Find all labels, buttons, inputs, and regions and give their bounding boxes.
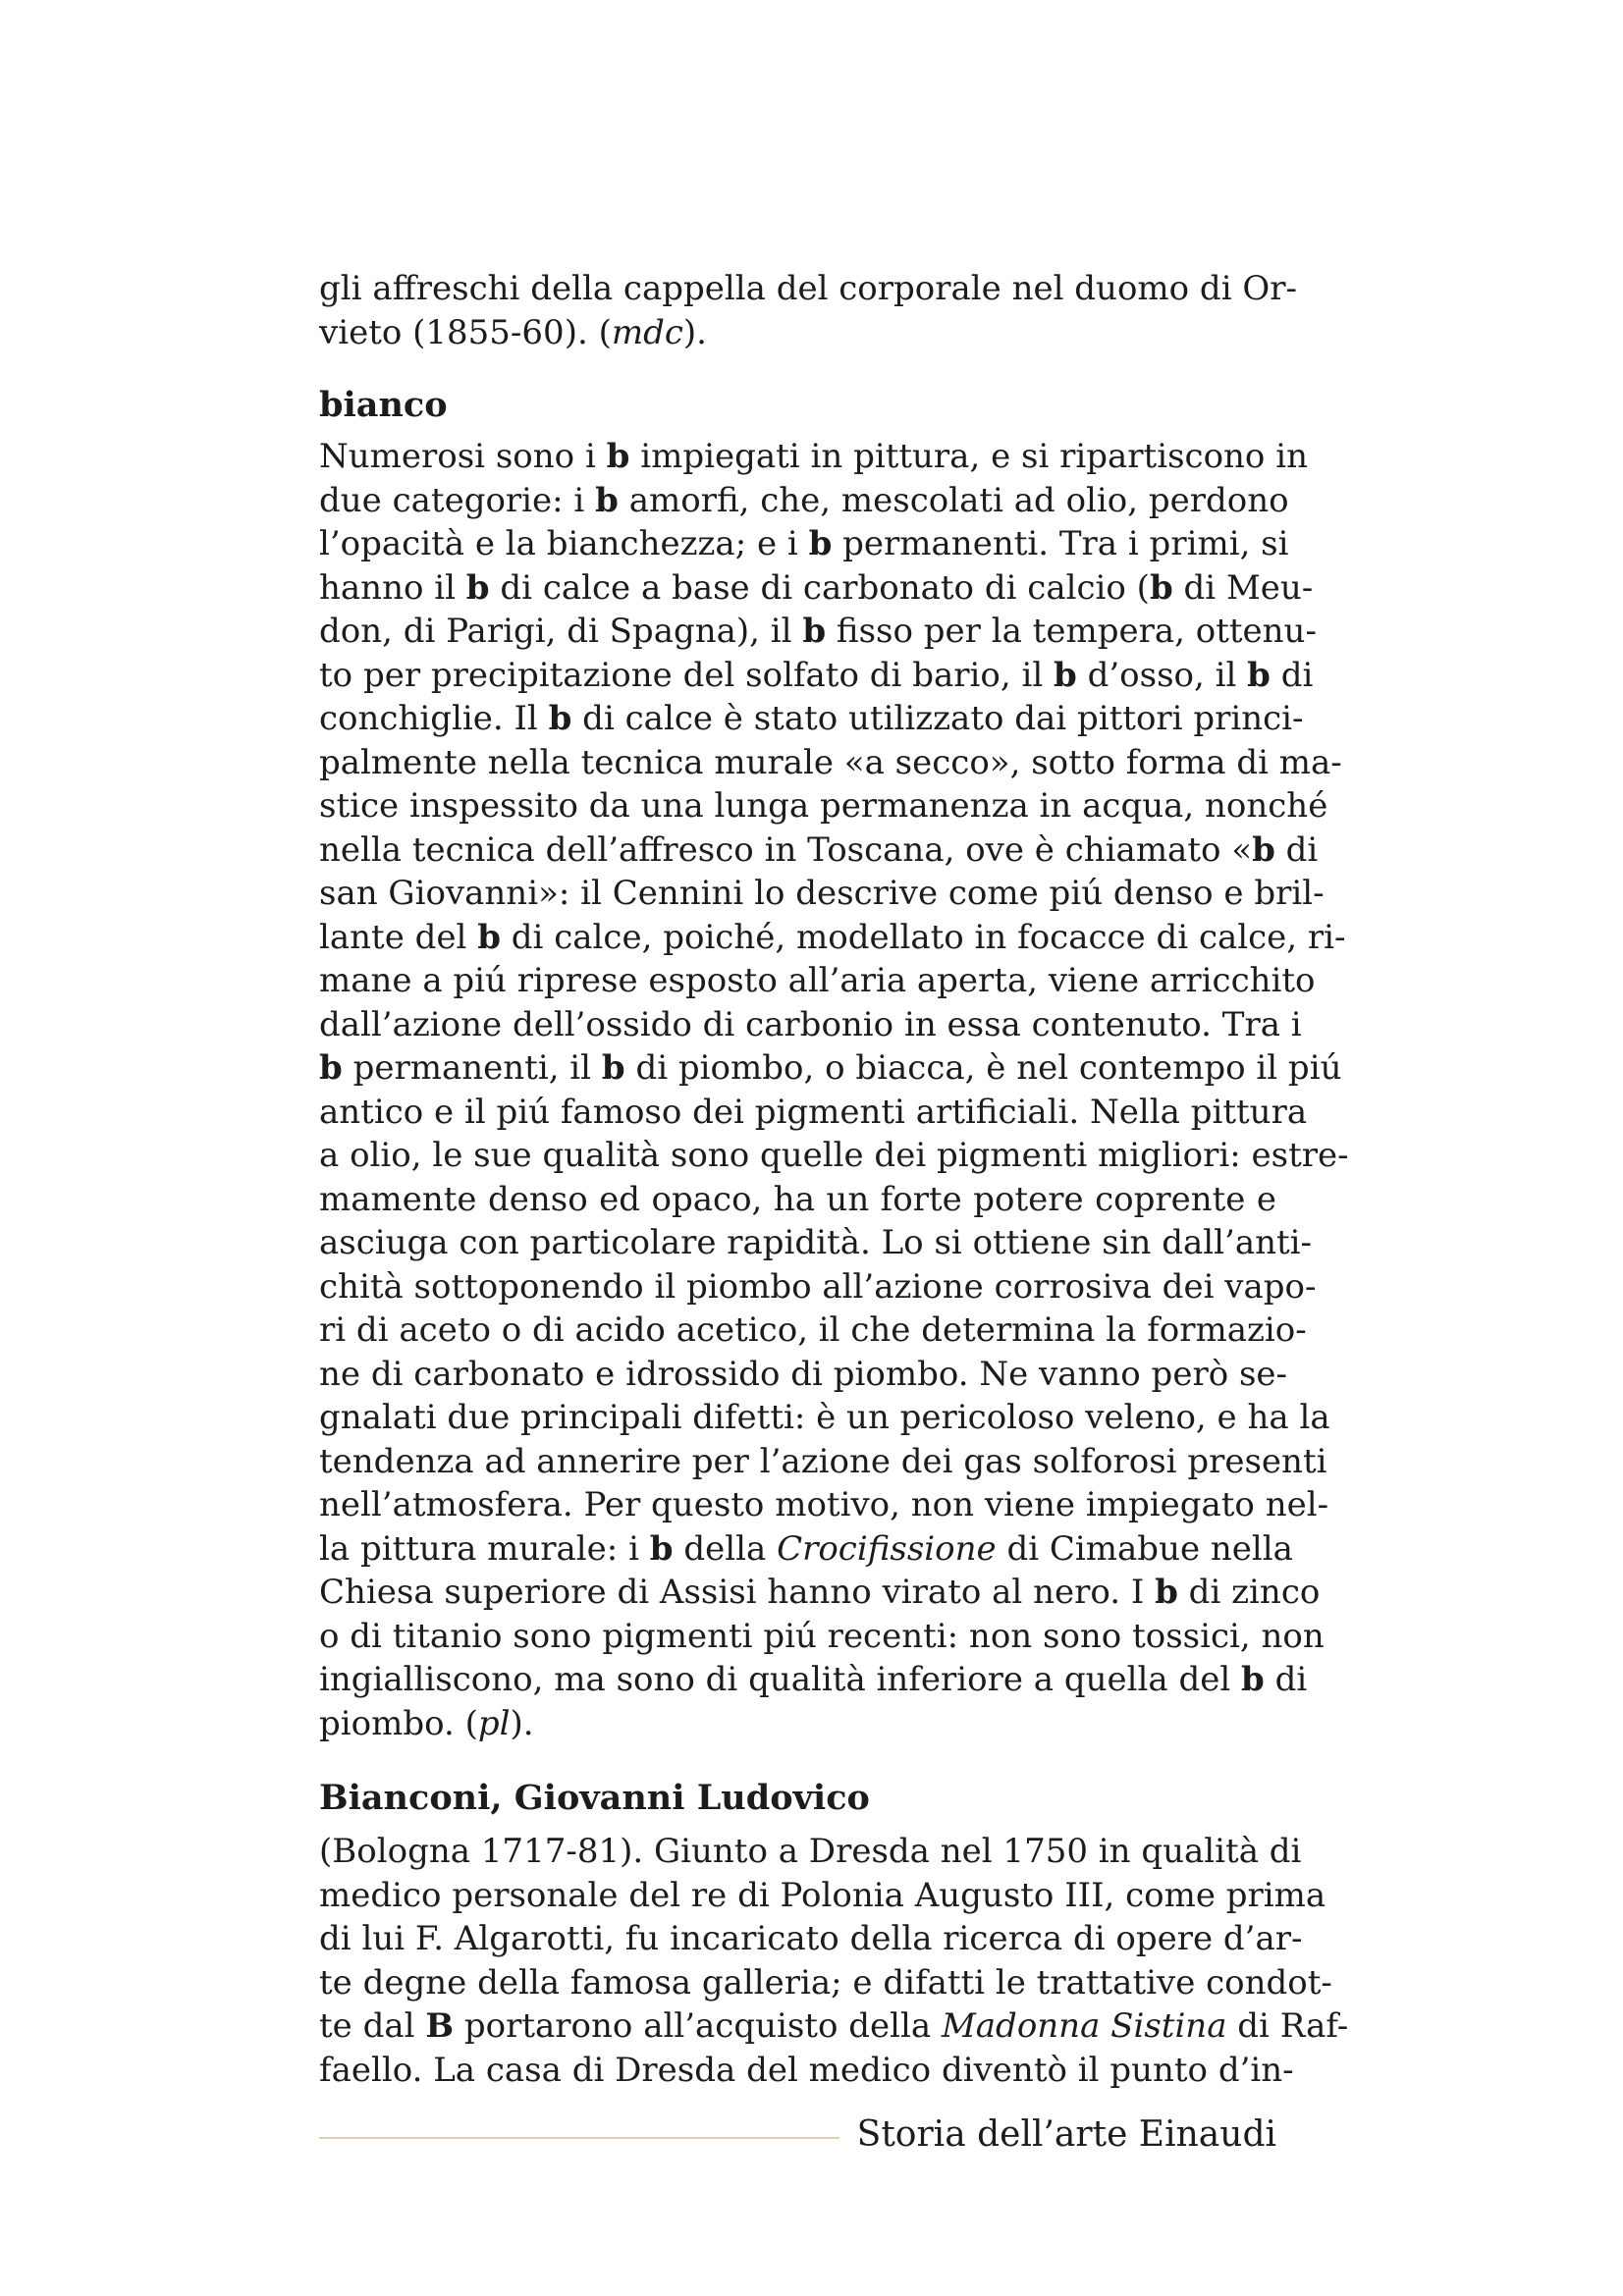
text-line: vieto (1855-60). (mdc). — [319, 312, 707, 352]
footer-divider — [319, 2137, 839, 2139]
text-line: di lui F. Algarotti, fu incaricato della ricerca di opere d’ar- — [319, 1919, 1303, 1958]
text-line: due categorie: i b amorfi, che, mescolati ad olio, perdono — [319, 480, 1289, 520]
text-line: a olio, le sue qualità sono quelle dei pigmenti migliori: estre- — [319, 1136, 1349, 1175]
text-line: stice inspessito da una lunga permanenza in acqua, nonché — [319, 786, 1328, 826]
author-initials: mdc — [611, 312, 683, 352]
text-line: medico personale del re di Polonia Augusto III, come prima — [319, 1875, 1326, 1915]
text-line: hanno il b di calce a base di carbonato di calcio (b di Meu- — [319, 567, 1314, 608]
text-line: o di titanio sono pigmenti piú recenti: non sono tossici, non — [319, 1616, 1325, 1656]
text-line: san Giovanni»: il Cennini lo descrive come piú denso e bril- — [319, 874, 1325, 913]
text-line: (Bologna 1717-81). Giunto a Dresda nel 1750 in qualità di — [319, 1832, 1302, 1871]
text-line: lante del b di calce, poiché, modellato in focacce di calce, ri- — [319, 917, 1346, 957]
page-body — [319, 267, 1349, 2092]
page-footer — [319, 2110, 1276, 2160]
text-line: ne di carbonato e idrossido di piombo. Ne vanno però se- — [319, 1354, 1288, 1394]
text-line: piombo. (pl). — [319, 1703, 534, 1743]
text-line: Numerosi sono i b impiegati in pittura, e si ripartiscono in — [319, 437, 1308, 476]
text-line: te degne della famosa galleria; e difatti le trattative condot- — [319, 1962, 1332, 2002]
text-line: to per precipitazione del solfato di bario, il b d’osso, il b di — [319, 655, 1314, 695]
text-line: nella tecnica dell’affresco in Toscana, ove è chiamato «b di — [319, 829, 1319, 870]
text-line: mane a piú riprese esposto all’aria aperta, viene arricchito — [319, 961, 1316, 1000]
text-line: ri di aceto o di acido acetico, il che determina la formazio- — [319, 1310, 1307, 1350]
text-line: gnalati due principali difetti: è un pericoloso veleno, e ha la — [319, 1398, 1330, 1437]
entry-headword: Bianconi, Giovanni Ludovico — [319, 1778, 870, 1818]
text-line: nell’atmosfera. Per questo motivo, non viene impiegato nel- — [319, 1485, 1329, 1524]
text-line: b permanenti, il b di piombo, o biacca, è nel contempo il piú — [319, 1048, 1342, 1088]
text-line: mamente denso ed opaco, ha un forte potere coprente e — [319, 1179, 1276, 1219]
entry-body — [319, 1830, 1349, 2092]
text-line: asciuga con particolare rapidità. Lo si ottiene sin dall’anti- — [319, 1223, 1313, 1262]
text-line: l’opacità e la bianchezza; e i b permanenti. Tra i primi, si — [319, 524, 1289, 563]
text-line: chità sottoponendo il piombo all’azione corrosiva dei vapo- — [319, 1266, 1317, 1307]
text-line: ingialliscono, ma sono di qualità inferiore a quella del b di — [319, 1660, 1308, 1699]
intro-paragraph — [319, 267, 1297, 354]
text-line: tendenza ad annerire per l’azione dei gas solforosi presenti — [319, 1441, 1327, 1481]
footer-series-title: Storia dell’arte Einaudi — [856, 2114, 1276, 2155]
text-line: faello. La casa di Dresda del medico diventò il punto d’in- — [319, 2050, 1294, 2090]
text-line: Chiesa superiore di Assisi hanno virato al nero. I b di zinco — [319, 1573, 1321, 1612]
text-line: conchiglie. Il b di calce è stato utilizzato dai pittori princi- — [319, 699, 1304, 738]
text-line: don, di Parigi, di Spagna), il b fisso per la tempera, ottenu- — [319, 612, 1317, 651]
text-line: palmente nella tecnica murale «a secco», sotto forma di ma- — [319, 742, 1342, 782]
text-line: te dal B portarono all’acquisto della Madonna Sistina di Raf- — [319, 2006, 1349, 2046]
entry-headword: bianco — [319, 385, 448, 425]
entry-body — [319, 435, 1349, 1745]
text-line: dall’azione dell’ossido di carbonio in essa contenuto. Tra i — [319, 1004, 1302, 1044]
text-line: antico e il piú famoso dei pigmenti artificiali. Nella pittura — [319, 1092, 1308, 1132]
text-line: gli affreschi della cappella del corporale nel duomo di Or- — [319, 269, 1297, 308]
text-line: la pittura murale: i b della Crocifissione di Cimabue nella — [319, 1528, 1293, 1569]
